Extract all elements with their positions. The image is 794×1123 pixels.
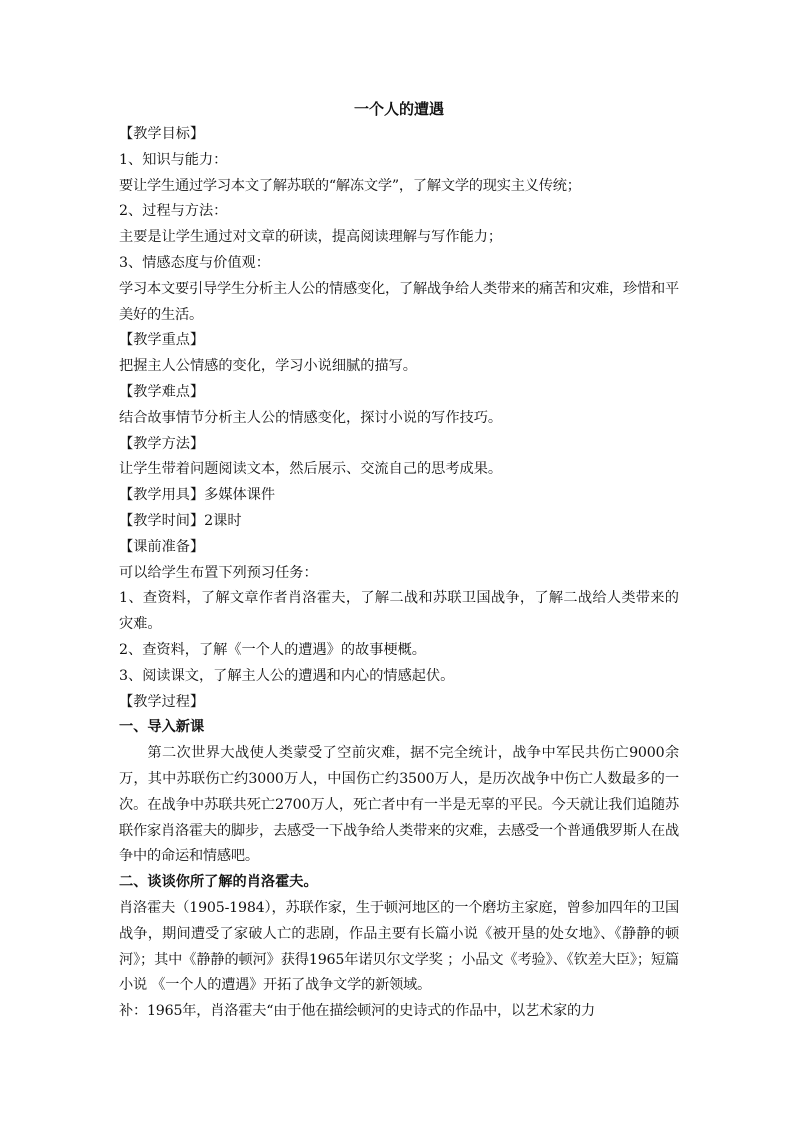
method-heading: 【教学方法】 xyxy=(119,435,205,452)
prep-item-3: 3、阅读课文，了解主人公的遭遇和内心的情感起伏。 xyxy=(119,667,455,684)
document-page xyxy=(119,96,679,1025)
key-heading: 【教学重点】 xyxy=(119,332,205,349)
supplement-text: 补：1965年，肖洛霍夫“由于他在描绘顿河的史诗式的作品中，以艺术家的力 xyxy=(119,1003,595,1020)
goal2-text: 主要是让学生通过对文章的研读，提高阅读理解与写作能力； xyxy=(119,229,503,246)
goal2-label: 2、过程与方法： xyxy=(119,203,228,220)
goal1-text: 要让学生通过学习本文了解苏联的“解冻文学”，了解文学的现实主义传统； xyxy=(119,177,581,194)
prep-item-1: 1、查资料，了解文章作者肖洛霍夫，了解二战和苏联卫国战争，了解二战给人类带来的灾难。 xyxy=(119,590,679,633)
goals-heading: 【教学目标】 xyxy=(119,126,205,142)
difficult-heading: 【教学难点】 xyxy=(119,383,205,400)
time-line: 【教学时间】2课时 xyxy=(119,512,242,529)
key-text: 把握主人公情感的变化，学习小说细腻的描写。 xyxy=(119,358,417,375)
method-text: 让学生带着问题阅读文本，然后展示、交流自己的思考成果。 xyxy=(119,461,503,478)
section1-heading: 一、导入新课 xyxy=(119,719,205,736)
section2-text: 肖洛霍夫（1905-1984），苏联作家，生于顿河地区的一个磨坊主家庭，曾参加四年的卫国战争，期间遭受了家破人亡的悲剧，作品主要有长篇小说《被开垦的处女地》、《静静的顿河》；其中《静静的顿河》获得1965年诺贝尔文学奖 ；小品文《考验》、《钦差大臣》；短篇小说 《一个人的遭遇》开拓了战争文学的新领域。 xyxy=(119,899,679,994)
process-heading: 【教学过程】 xyxy=(119,693,205,710)
prep-item-2: 2、查资料，了解《一个人的遭遇》的故事梗概。 xyxy=(119,641,426,658)
section1-text: 第二次世界大战使人类蒙受了空前灾难，据不完全统计，战争中军民共伤亡9000余万，其中苏联伤亡约3000万人，中国伤亡约3500万人，是历次战争中伤亡人数最多的一次。在战争中苏联共死亡2700万人，死亡者中有一半是无辜的平民。今天就让我们追随苏联作家肖洛霍夫的脚步，去感受一下战争给人类带来的灾难，去感受一个普通俄罗斯人在战争中的命运和情感吧。 xyxy=(119,745,679,865)
tools-line: 【教学用具】多媒体课件 xyxy=(119,487,276,504)
prep-heading: 【课前准备】 xyxy=(119,538,205,555)
goal3-label: 3、情感态度与价值观： xyxy=(119,254,270,271)
goal3-text: 学习本文要引导学生分析主人公的情感变化，了解战争给人类带来的痛苦和灾难，珍惜和平美好的生活。 xyxy=(119,280,679,323)
document-title: 一个人的遭遇 xyxy=(353,100,444,118)
goal1-label: 1、知识与能力： xyxy=(119,151,228,168)
difficult-text: 结合故事情节分析主人公的情感变化，探讨小说的写作技巧。 xyxy=(119,409,503,426)
section2-heading: 二、谈谈你所了解的肖洛霍夫。 xyxy=(119,874,318,891)
prep-intro: 可以给学生布置下列预习任务： xyxy=(119,564,318,581)
